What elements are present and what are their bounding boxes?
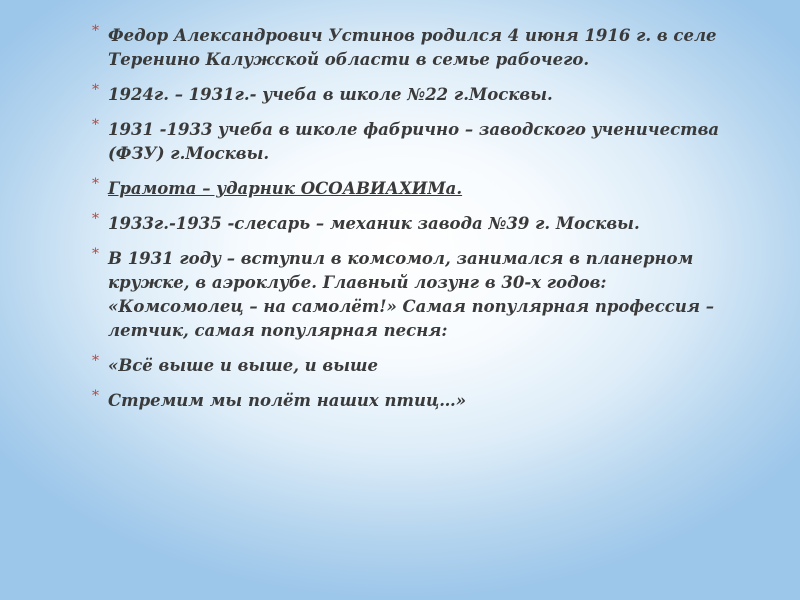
bullet-marker-icon: * — [92, 23, 99, 39]
bullet-marker-icon: * — [92, 82, 99, 98]
bullet-marker-icon: * — [92, 353, 99, 369]
bullet-item — [92, 177, 732, 201]
bullet-marker-icon: * — [92, 388, 99, 404]
bullet-item — [92, 118, 732, 166]
bullet-marker-icon: * — [92, 246, 99, 262]
bullet-text: 1931 -1933 учеба в школе фабрично – заводского ученичества (ФЗУ) г.Москвы. — [108, 120, 720, 163]
bullet-marker-icon: * — [92, 211, 99, 227]
bullet-item — [92, 212, 732, 236]
bullet-text: Стремим мы полёт наших птиц…» — [108, 391, 467, 410]
bullet-marker-icon: * — [92, 176, 99, 192]
bullet-item — [92, 247, 732, 343]
bullet-text-underlined: Грамота – ударник ОСОАВИАХИМа. — [108, 179, 463, 198]
bullet-item — [92, 354, 732, 378]
bullet-text: 1924г. – 1931г.- учеба в школе №22 г.Москвы. — [108, 85, 553, 104]
bullet-list — [92, 24, 732, 424]
bullet-marker-icon: * — [92, 117, 99, 133]
bullet-text: В 1931 году – вступил в комсомол, занимался в планерном кружке, в аэроклубе. Главный лозунг в 30-х годов: «Комсомолец – на самолёт!» Самая популярная профессия – летчик, самая популярная песня: — [108, 249, 714, 340]
bullet-text: 1933г.-1935 -слесарь – механик завода №39 г. Москвы. — [108, 214, 640, 233]
bullet-item — [92, 389, 732, 413]
bullet-item — [92, 24, 732, 72]
bullet-item — [92, 83, 732, 107]
bullet-text: Федор Александрович Устинов родился 4 июня 1916 г. в селе Теренино Калужской области в семье рабочего. — [108, 26, 717, 69]
bullet-text: «Всё выше и выше, и выше — [108, 356, 379, 375]
